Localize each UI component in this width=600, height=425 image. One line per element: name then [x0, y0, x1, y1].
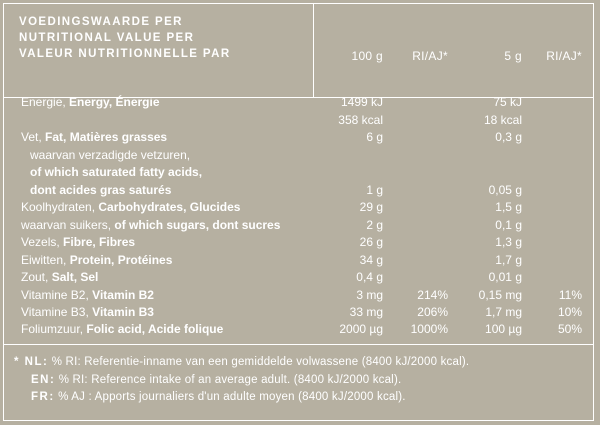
footnote-rule [3, 344, 594, 345]
footnote [14, 356, 469, 368]
label-nl: Energie, [21, 95, 70, 109]
footnote-text: % RI: Reference intake of an average adult. (8400 kJ/2000 kcal). [55, 374, 402, 386]
table-row [0, 288, 600, 306]
value-5g: 100 µg [485, 322, 522, 336]
label-en: Fibre, [63, 235, 100, 249]
value-5g: 0,01 g [488, 270, 522, 284]
table-row [0, 130, 600, 148]
ri-5g: 10% [557, 305, 582, 319]
value-100g: 26 g [359, 235, 383, 249]
row-label [21, 270, 98, 284]
label-nl: waarvan verzadigde vetzuren, [30, 148, 191, 162]
label-en: of which sugars, [114, 218, 213, 232]
col-header-5g: 5 g [504, 49, 522, 63]
footnote [31, 374, 401, 386]
label-nl: Eiwitten, [21, 253, 70, 267]
value-100g: 6 g [366, 130, 383, 144]
footnote-key: EN: [31, 374, 56, 386]
footnote [31, 391, 406, 403]
value-5g: 0,3 g [495, 130, 522, 144]
row-label [30, 165, 202, 179]
value-5g: 1,5 g [495, 200, 522, 214]
label-en: Vitamin B3 [92, 305, 154, 319]
footnote-text: % AJ : Apports journaliers d'un adulte moyen (8400 kJ/2000 kcal). [54, 391, 406, 403]
ri-100g: 214% [417, 288, 448, 302]
label-en: Protein, [69, 253, 118, 267]
row-label [21, 305, 154, 319]
row-label [21, 288, 154, 302]
value-100g: 358 kcal [338, 113, 383, 127]
row-label [21, 95, 160, 109]
row-label [30, 183, 171, 197]
label-en: Energy, [69, 95, 116, 109]
label-nl: Vet, [21, 130, 46, 144]
label-nl: Vitamine B3, [21, 305, 93, 319]
value-100g: 34 g [359, 253, 383, 267]
label-fr: Matières grasses [69, 130, 168, 144]
ri-100g: 1000% [410, 322, 448, 336]
table-row [0, 113, 600, 131]
value-5g: 1,7 g [495, 253, 522, 267]
row-label [21, 253, 172, 267]
footnote-key: * NL: [14, 356, 49, 368]
table-row [0, 253, 600, 271]
footnote-text: % RI: Referentie-inname van een gemiddelde volwassene (8400 kJ/2000 kcal). [48, 356, 470, 368]
ri-5g: 11% [558, 288, 582, 302]
value-5g: 75 kJ [493, 95, 522, 109]
table-row [0, 95, 600, 113]
label-en: of which saturated fatty acids, [30, 165, 203, 179]
label-fr: Sel [80, 270, 99, 284]
label-en: Vitamin B2 [92, 288, 154, 302]
label-nl: Koolhydraten, [21, 200, 99, 214]
col-header-ri-5g: RI/AJ* [546, 49, 582, 63]
value-100g: 2 g [366, 218, 383, 232]
label-fr: dont sucres [212, 218, 281, 232]
row-label [21, 322, 223, 336]
value-5g: 0,05 g [488, 183, 522, 197]
row-label [21, 235, 135, 249]
table-row [0, 270, 600, 288]
table-row [0, 148, 600, 166]
label-fr: Protéines [117, 253, 173, 267]
label-fr: Glucides [189, 200, 241, 214]
label-fr: Acide folique [147, 322, 224, 336]
table-row [0, 165, 600, 183]
value-100g: 3 mg [356, 288, 383, 302]
value-100g: 33 mg [349, 305, 383, 319]
row-label [30, 148, 190, 162]
label-nl: Vitamine B2, [21, 288, 93, 302]
table-row [0, 200, 600, 218]
table-row [0, 322, 600, 340]
label-fr: Énergie [115, 95, 160, 109]
label-en: Fat, [45, 130, 70, 144]
value-100g: 29 g [359, 200, 383, 214]
table-row [0, 183, 600, 201]
ri-100g: 206% [417, 305, 448, 319]
label-en: Folic acid, [86, 322, 148, 336]
label-en: Carbohydrates, [98, 200, 190, 214]
value-5g: 1,7 mg [485, 305, 522, 319]
value-5g: 18 kcal [483, 113, 522, 127]
table-row [0, 235, 600, 253]
value-5g: 0,1 g [495, 218, 522, 232]
label-en: Salt, [51, 270, 81, 284]
header-line-en: NUTRITIONAL VALUE PER [19, 32, 195, 44]
row-label [21, 218, 280, 232]
header-line-fr: VALEUR NUTRITIONNELLE PAR [19, 48, 231, 60]
value-100g: 1 g [366, 183, 383, 197]
label-nl: Vezels, [21, 235, 64, 249]
table-row [0, 218, 600, 236]
label-nl: waarvan suikers, [21, 218, 115, 232]
label-fr: dont acides gras saturés [30, 183, 172, 197]
value-5g: 1,3 g [495, 235, 522, 249]
ri-5g: 50% [557, 322, 582, 336]
value-5g: 0,15 mg [478, 288, 522, 302]
value-100g: 0,4 g [356, 270, 383, 284]
col-header-ri-100g: RI/AJ* [412, 49, 448, 63]
footnote-key: FR: [31, 391, 55, 403]
col-header-100g: 100 g [351, 49, 383, 63]
label-nl: Zout, [21, 270, 52, 284]
row-label [21, 130, 167, 144]
header-line-nl: VOEDINGSWAARDE PER [19, 16, 183, 28]
label-nl: Foliumzuur, [21, 322, 87, 336]
header-divider [313, 3, 314, 98]
label-fr: Fibres [99, 235, 136, 249]
value-100g: 2000 µg [339, 322, 383, 336]
value-100g: 1499 kJ [340, 95, 383, 109]
table-row [0, 305, 600, 323]
row-label [21, 200, 240, 214]
